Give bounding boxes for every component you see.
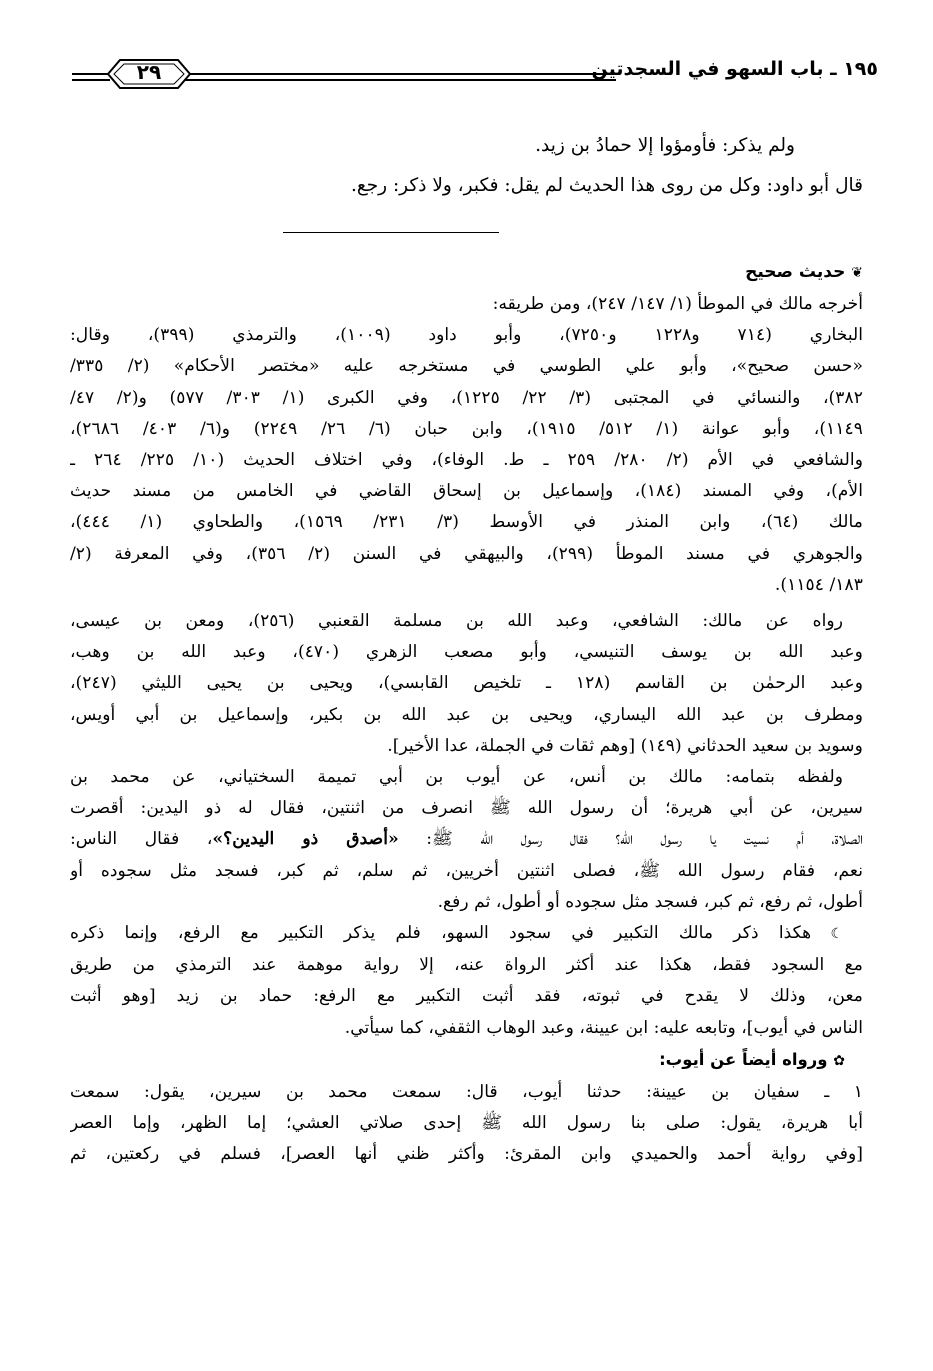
takhrij-line: البخاري (٧١٤ و١٢٢٨ و٧٢٥٠)، وأبو داود (١٠٠٩)، والترمذي (٣٩٩)، وقال: <box>70 325 863 346</box>
matn-text: الصلاة، أم نسيت يا رسول الله؟ فقال رسول الله ﷺ: <box>398 829 863 850</box>
takhrij-line: مالك (٦٤)، وابن المنذر في الأوسط (٣/ ٢٣١/ ١٥٦٩)، والطحاوي (١/ ٤٤٤)، <box>70 512 863 533</box>
subheading-text: ورواه أيضاً عن أيوب: <box>659 1049 828 1069</box>
note-line: الناس في أيوب]، وتابعه عليه: ابن عيينة، وعبد الوهاب الثقفي، كما سيأتي. <box>344 1017 863 1038</box>
takhrij-line: والشافعي في الأم (٢/ ٢٨٠/ ٢٥٩ ـ ط. الوفاء)، وفي اختلاف الحديث (١٠/ ٢٢٥/ ٢٦٤ ـ <box>70 450 863 471</box>
narrators-line: وسويد بن سعيد الحدثاني (١٤٩) [وهم ثقات في الجملة، عدا الأخير]. <box>387 735 863 756</box>
intro-text <box>70 126 863 206</box>
header-rule-left <box>72 73 110 81</box>
item-1-paragraph <box>70 1077 863 1171</box>
takhrij-line: أخرجه مالك في الموطأ (١/ ١٤٧/ ٢٤٧)، ومن طريقه: <box>492 294 863 314</box>
page-number: ٢٩ <box>136 60 162 84</box>
item-line: ١ ـ سفيان بن عيينة: حدثنا أيوب، قال: سمعت محمد بن سيرين، يقول: سمعت <box>70 1081 863 1102</box>
narrators-line: ومطرف بن عبد الله اليساري، ويحيى بن عبد الله بن بكير، وإسماعيل بن أبي أويس، <box>70 704 863 725</box>
narrators-line: رواه عن مالك: الشافعي، وعبد الله بن مسلمة القعنبي (٢٥٦)، ومعن بن عيسى، <box>70 611 844 632</box>
flower-ornament-icon: ✿ <box>833 1052 845 1069</box>
note-line: مع السجود فقط، هكذا عند أكثر الرواة عنه، إلا رواية موهمة عند الترمذي من طريق <box>70 955 863 976</box>
narrators-paragraph <box>70 606 863 762</box>
page-header <box>72 58 878 92</box>
takhrij-line: ١٨٣/ ١١٥٤). <box>774 574 863 595</box>
matn-line: ولفظه بتمامه: مالك بن أنس، عن أيوب بن أبي تميمة السختياني، عن محمد بن <box>70 767 843 788</box>
note-text: هكذا ذكر مالك التكبير في سجود السهو، فلم يذكر التكبير مع الرفع، وإنما ذكره <box>70 923 812 944</box>
matn-text: ، فقال الناس: <box>70 829 213 850</box>
takhrij-line: ٣٨٢)، والنسائي في المجتبى (٣/ ٢٢/ ١٢٢٥)، وفي الكبرى (١/ ٣٠٣/ ٥٧٧) و(٢/ ٤٧/ <box>70 387 863 408</box>
takhrij-paragraph <box>70 289 863 601</box>
header-rule-right <box>184 73 616 81</box>
leaf-ornament-icon: ❦ <box>851 265 863 281</box>
section-heading <box>70 257 863 289</box>
takhrij-line: ١١٤٩)، وأبو عوانة (١/ ٥١٢/ ١٩١٥)، وابن حبان (٦/ ٢٦/ ٢٢٤٩) و(٦/ ٤٠٣/ ٢٦٨٦)، <box>70 418 863 439</box>
narrators-line: وعبد الرحمٰن بن القاسم (١٢٨ ـ تلخيص القابسي)، ويحيى بن يحيى الليثي (٢٤٧)، <box>70 673 863 694</box>
takhrij-line: «حسن صحيح»، وأبو علي الطوسي في مستخرجه عليه «مختصر الأحكام» (٢/ ٣٣٥/ <box>70 356 863 377</box>
note-line <box>70 918 863 950</box>
takhrij-line: والجوهري في مسند الموطأ (٢٩٩)، والبيهقي في السنن (٢/ ٣٥٦)، وفي المعرفة (٢/ <box>70 543 863 564</box>
chapter-title: ١٩٥ ـ باب السهو في السجدتين <box>591 58 878 80</box>
note-paragraph <box>70 918 863 1044</box>
matn-line: سيرين، عن أبي هريرة؛ أن رسول الله ﷺ انصرف من اثنتين، فقال له ذو اليدين: أقصرت <box>70 798 863 819</box>
item-line: أبا هريرة، يقول: صلى بنا رسول الله ﷺ إحدى صلاتي العشي؛ إما الظهر، وإما العصر <box>70 1113 863 1134</box>
intro-line: قال أبو داود: وكل من روى هذا الحديث لم يقل: فكبر، ولا ذكر: رجع. <box>350 175 863 196</box>
matn-line: نعم، فقام رسول الله ﷺ، فصلى اثنتين أخريين، ثم سلم، ثم كبر، فسجد مثل سجوده أو <box>70 860 863 881</box>
matn-line <box>70 824 863 855</box>
main-section <box>70 257 863 1170</box>
crescent-ornament-icon: ☾ <box>811 926 843 943</box>
section-heading-text: حديث صحيح <box>745 262 846 282</box>
page-number-badge <box>106 58 192 90</box>
note-line: معن، وذلك لا يقدح في ثبوته، فقد أثبت التكبير مع الرفع: حماد بن زيد [وهو أثبت <box>70 986 863 1007</box>
hadith-quote: «أصدق ذو اليدين؟» <box>212 829 399 850</box>
takhrij-line: الأم)، وفي المسند (١٨٤)، وإسماعيل بن إسحاق القاضي في الخامس من مسند حديث <box>70 481 863 502</box>
section-divider <box>283 232 499 233</box>
item-line: [وفي رواية أحمد والحميدي وابن المقرئ: وأكثر ظني أنها العصر]، فسلم في ركعتين، ثم <box>70 1144 863 1165</box>
intro-line: ولم يذكر: فأومؤوا إلا حمادُ بن زيد. <box>535 135 795 156</box>
matn-paragraph <box>70 762 863 918</box>
matn-line: أطول، ثم رفع، ثم كبر، فسجد مثل سجوده أو أطول، ثم رفع. <box>437 891 863 912</box>
narrators-line: وعبد الله بن يوسف التنيسي، وأبو مصعب الزهري (٤٧٠)، وعبد الله بن وهب، <box>70 642 863 663</box>
subheading <box>70 1044 863 1077</box>
